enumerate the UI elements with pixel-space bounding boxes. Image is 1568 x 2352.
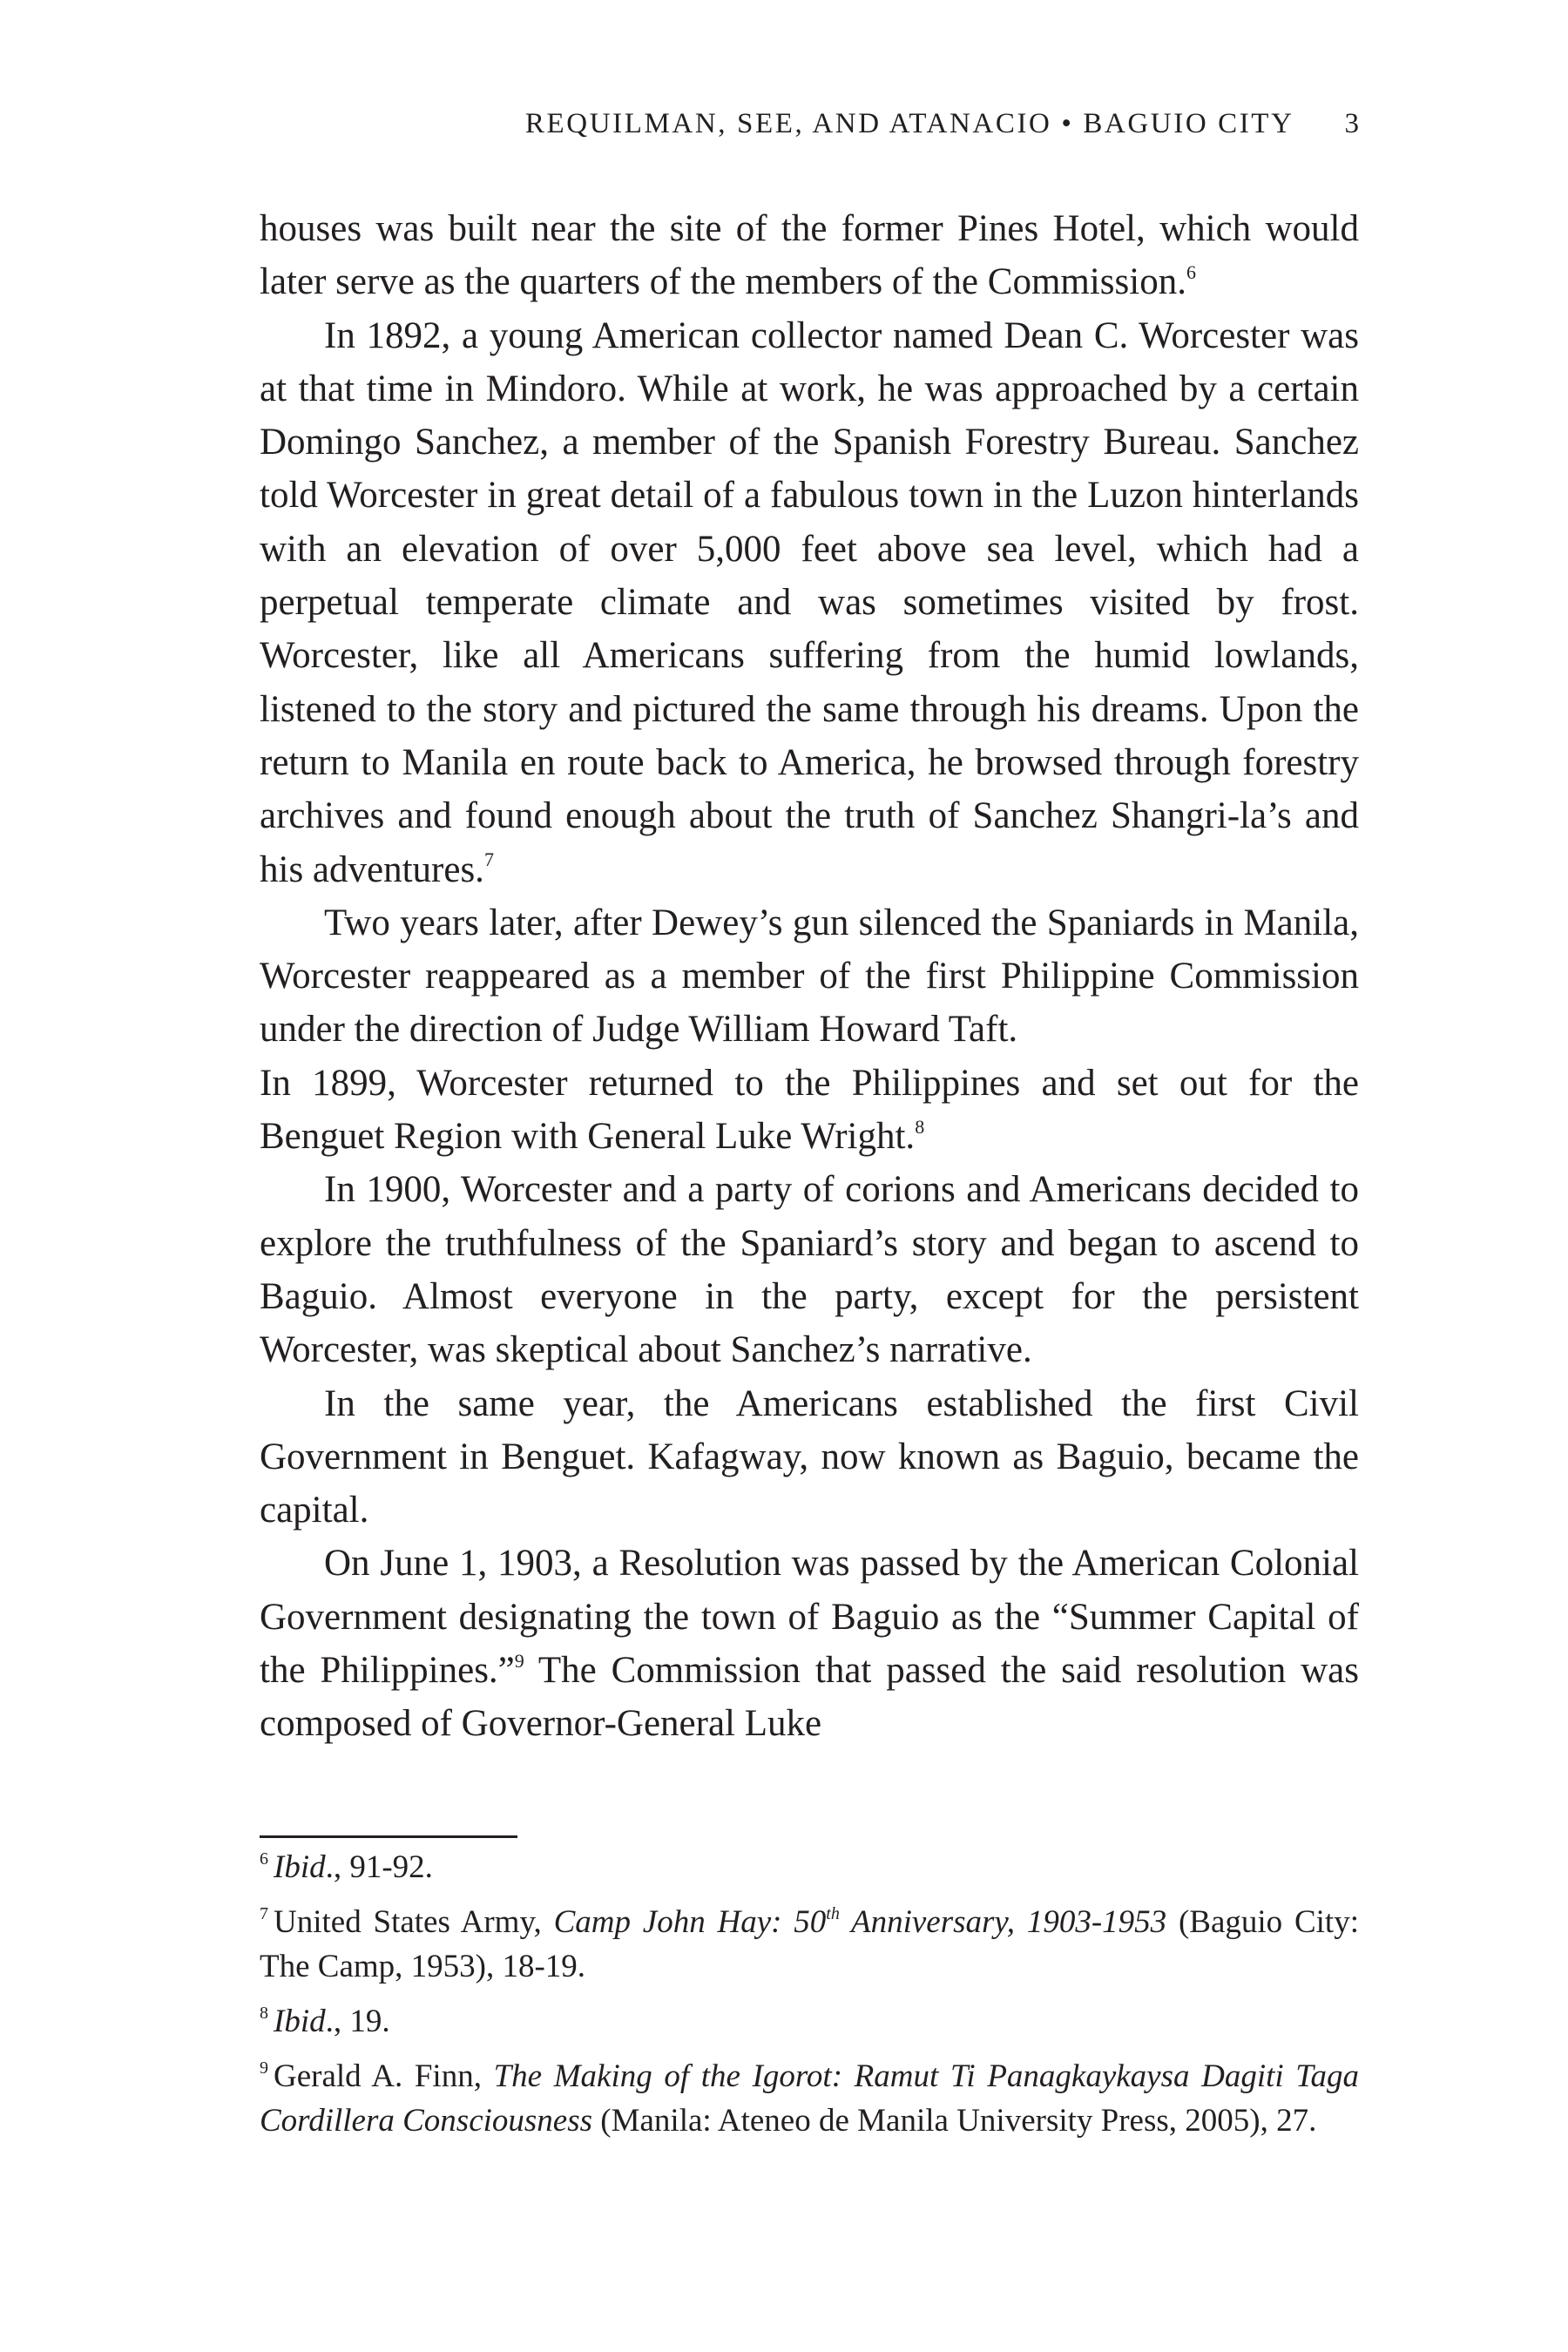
paragraph-7-text-after: The Commission that passed the said resolution was composed of Governor-General Luke [260,1650,1360,1745]
paragraph-6-text: In the same year, the Americans established the first Civil Government in Benguet. Kafagway, now known as Baguio, became the capital. [260,1382,1359,1531]
paragraph-1-text: houses was built near the site of the former Pines Hotel, which would later serve as the quarters of the members of the Commission. [260,208,1359,303]
footnote-ordinal: th [826,1903,840,1923]
footnote-ref-9[interactable]: 9 [514,1649,524,1672]
footnote-8 [260,1999,1359,2044]
footnote-number: 8 [260,2003,268,2023]
footnote-ref-6[interactable]: 6 [1186,260,1196,283]
footnote-text: ., 19. [325,2004,390,2039]
paragraph-5-text: In 1900, Worcester and a party of corions and Americans decided to explore the truthfulness of the Spaniard’s story and began to ascend to Baguio. Almost everyone in the party, except for the persistent Worcester, was skeptical about Sanchez’s narrative. [260,1169,1359,1371]
footnote-rule [260,1835,517,1838]
running-head [525,103,1359,145]
footnote-number: 6 [260,1848,268,1869]
footnote-ref-8[interactable]: 8 [915,1115,925,1138]
paragraph-3 [260,896,1359,1057]
body-text [260,202,1359,1751]
footnote-7 [260,1900,1359,1989]
footnote-text: (Baguio City: The Camp, 1953), 18-19. [260,1904,1359,1984]
paragraph-1 [260,202,1359,309]
footnote-number: 9 [260,2058,268,2078]
footnote-author: United States Army, [274,1904,554,1940]
footnote-author: Gerald A. Finn, [274,2058,494,2094]
footnote-ibid: Ibid [274,1849,326,1885]
paragraph-7 [260,1537,1359,1750]
paragraph-4 [260,1057,1359,1164]
footnote-ref-7[interactable]: 7 [483,848,494,871]
page-number: 3 [1344,108,1359,139]
paragraph-5 [260,1163,1359,1376]
paragraph-2 [260,309,1359,896]
paragraph-4-text: In 1899, Worcester returned to the Philippines and set out for the Benguet Region with General Luke Wright. [260,1062,1359,1158]
footnote-9 [260,2054,1359,2143]
footnote-text: ., 91-92. [325,1849,433,1885]
footnotes [260,1845,1359,2153]
footnote-title-part-2: Anniversary, 1903-1953 [839,1904,1167,1940]
paragraph-7-text-before: On June 1, 1903, a Resolution was passed by the American Colonial Government designating the town of Baguio as the “Summer Capital of the Philippines.” [260,1543,1359,1692]
paragraph-2-text: In 1892, a young American collector named Dean C. Worcester was at that time in Mindoro. While at work, he was approached by a certain Domingo Sanchez, a member of the Spanish Forestry Bureau. Sanchez told Worcester in great detail of a fabulous town in the Luzon hinterlands with an elevation of over 5,000 feet above sea level, which had a perpetual temperate climate and was sometimes visited by frost. Worcester, like all Americans suffering from the humid lowlands, listened to the story and pictured the same through his dreams. Upon the return to Manila en route back to America, he browsed through forestry archives and found enough about the truth of Sanchez Shangri-la’s and his adventures. [260,314,1359,890]
footnote-6 [260,1845,1359,1889]
footnote-title: The Making of the Igorot: Ramut Ti Panagkaykaysa Dagiti Taga Cordillera Consciousness [260,2058,1359,2139]
footnote-title-part-1: Camp John Hay: 50 [553,1904,827,1940]
footnote-ibid: Ibid [274,2004,326,2039]
footnote-number: 7 [260,1903,268,1923]
footnote-text: (Manila: Ateneo de Manila University Press, 2005), 27. [592,2103,1317,2139]
paragraph-3-text: Two years later, after Dewey’s gun silenced the Spaniards in Manila, Worcester reappeared as a member of the first Philippine Commission under the direction of Judge William Howard Taft. [260,902,1359,1051]
paragraph-6 [260,1377,1359,1538]
running-head-title: REQUILMAN, SEE, AND ATANACIO • BAGUIO CITY [524,108,1294,139]
book-page [260,0,1359,2352]
